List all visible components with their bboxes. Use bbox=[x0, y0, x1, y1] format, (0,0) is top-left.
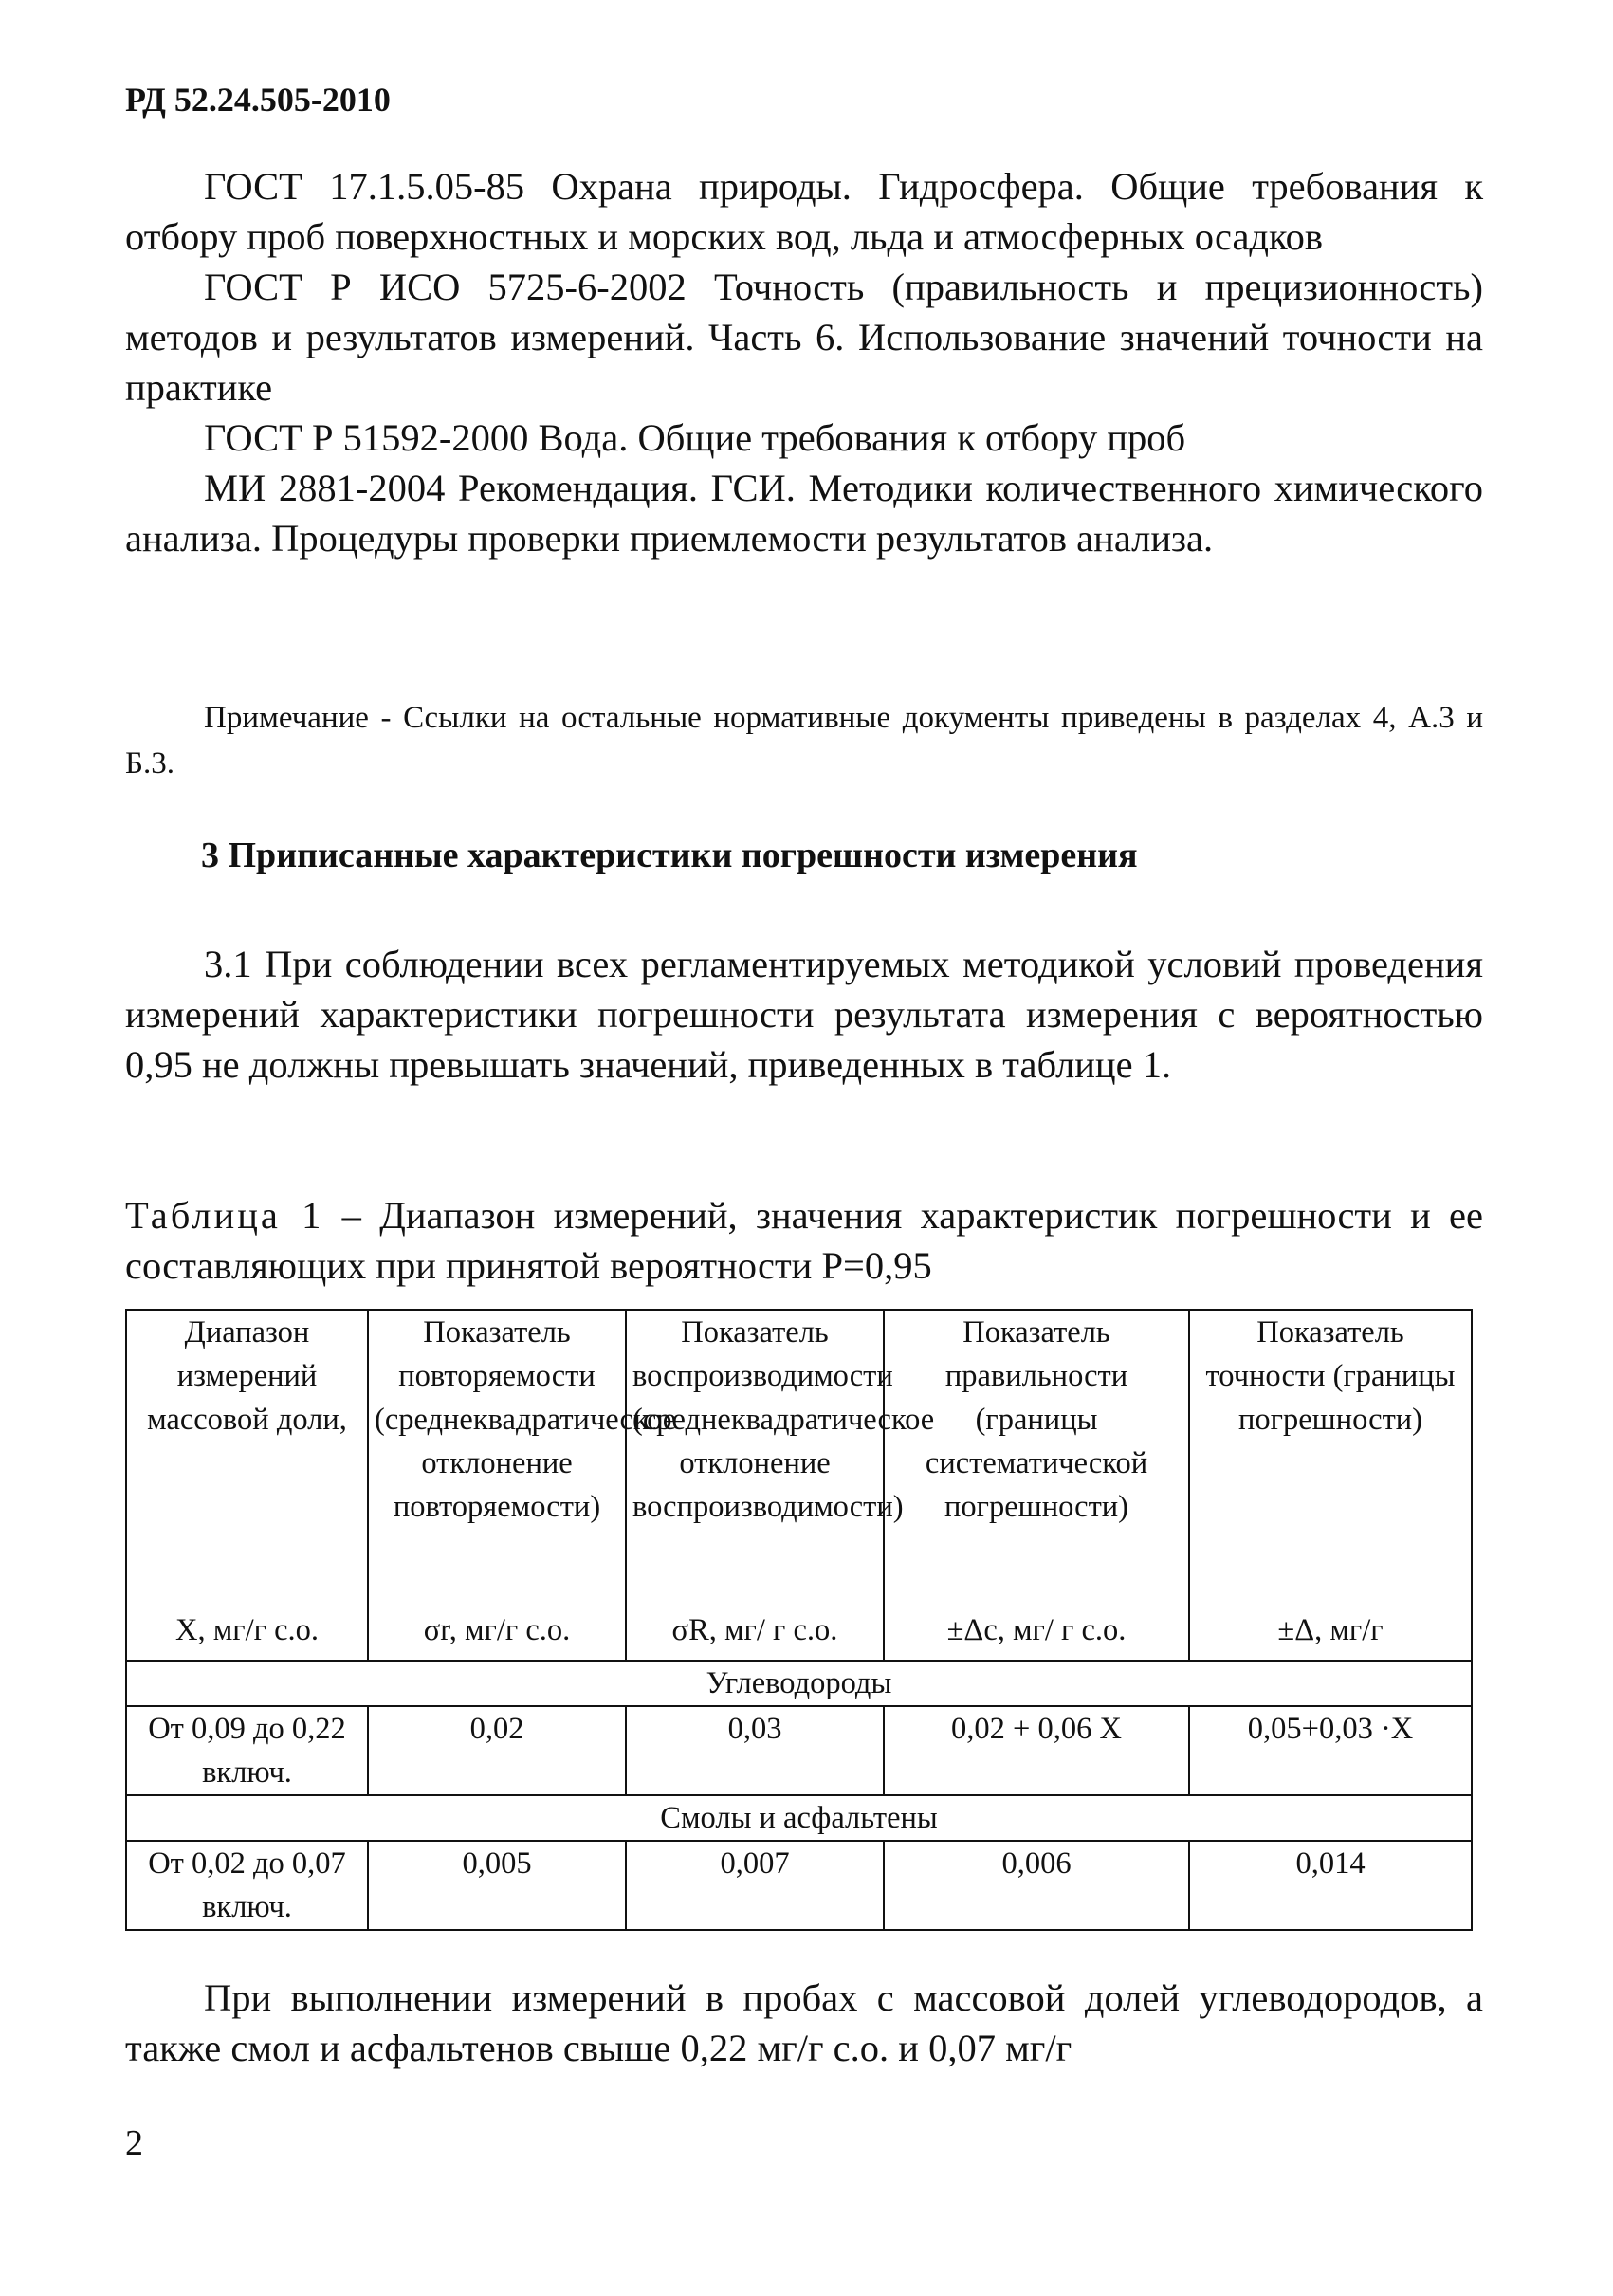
closing-paragraph-block bbox=[125, 1973, 1483, 2073]
table-row bbox=[126, 1706, 1472, 1795]
reference-item: ГОСТ Р 51592-2000 Вода. Общие требования к отбору проб bbox=[204, 416, 1186, 459]
table-cell: 0,005 bbox=[368, 1841, 626, 1930]
document-code: РД 52.24.505-2010 bbox=[125, 81, 391, 119]
table-group-row bbox=[126, 1661, 1472, 1706]
table-cell: 0,02 bbox=[368, 1706, 626, 1795]
table-cell: 0,02 + 0,06 Х bbox=[884, 1706, 1189, 1795]
table-header-cell: Показатель воспроизводимости (среднеквадратическое отклонение воспроизводимости) σR, мг/ г с.о. bbox=[626, 1310, 884, 1661]
reference-item: МИ 2881-2004 Рекомендация. ГСИ. Методики количественного химического анализа. Процедуры проверки приемлемости результатов анализа. bbox=[125, 467, 1483, 560]
table-header-cell: Показатель правильности (границы систематической погрешности) ±Δc, мг/ г с.о. bbox=[884, 1310, 1189, 1661]
table-caption-label: Таблица 1 bbox=[125, 1194, 324, 1237]
group-label: Смолы и асфальтены bbox=[126, 1795, 1472, 1841]
normative-references bbox=[125, 161, 1483, 563]
table-header-cell: Показатель повторяемости (среднеквадратическое отклонение повторяемости) σr, мг/г с.о. bbox=[368, 1310, 626, 1661]
table-cell: 0,03 bbox=[626, 1706, 884, 1795]
table-cell: 0,014 bbox=[1189, 1841, 1472, 1930]
note: Примечание - Ссылки на остальные нормативные документы приведены в разделах 4, А.3 и Б.3. bbox=[125, 701, 1483, 781]
table-cell: От 0,09 до 0,22 включ. bbox=[126, 1706, 368, 1795]
table-cell: 0,007 bbox=[626, 1841, 884, 1930]
page-number: 2 bbox=[125, 2123, 143, 2163]
table-group-row bbox=[126, 1795, 1472, 1841]
reference-item: ГОСТ Р ИСО 5725-6-2002 Точность (правильность и прецизионность) методов и результатов измерений. Часть 6. Использование значений точности на практике bbox=[125, 266, 1483, 409]
reference-item: ГОСТ 17.1.5.05-85 Охрана природы. Гидросфера. Общие требования к отбору проб поверхностных и морских вод, льда и атмосферных осадков bbox=[125, 165, 1483, 258]
section-paragraph-block bbox=[125, 939, 1483, 1090]
group-label: Углеводороды bbox=[126, 1661, 1472, 1706]
table-cell: 0,05+0,03 ·Х bbox=[1189, 1706, 1472, 1795]
section-title: 3 Приписанные характеристики погрешности измерения bbox=[201, 836, 1138, 875]
table-header-cell: Показатель точности (границы погрешности) ±Δ, мг/г bbox=[1189, 1310, 1472, 1661]
table-caption bbox=[125, 1190, 1483, 1291]
table-cell: 0,006 bbox=[884, 1841, 1189, 1930]
table-row bbox=[126, 1841, 1472, 1930]
table-header-row bbox=[126, 1310, 1472, 1661]
table-header-cell: Диапазон измерений массовой доли, Х, мг/г с.о. bbox=[126, 1310, 368, 1661]
measurement-table bbox=[125, 1309, 1473, 1931]
table-cell: От 0,02 до 0,07 включ. bbox=[126, 1841, 368, 1930]
section-paragraph: 3.1 При соблюдении всех регламентируемых методикой условий проведения измерений характеристики погрешности результата измерения с вероятностью 0,95 не должны превышать значений, приведенных в таблице 1. bbox=[125, 943, 1483, 1086]
closing-paragraph: При выполнении измерений в пробах с массовой долей углеводородов, а также смол и асфальтенов свыше 0,22 мг/г с.о. и 0,07 мг/г bbox=[125, 1976, 1483, 2069]
table-caption-text: – Диапазон измерений, значения характеристик погрешности и ее составляющих при принятой вероятности Р=0,95 bbox=[125, 1194, 1483, 1287]
